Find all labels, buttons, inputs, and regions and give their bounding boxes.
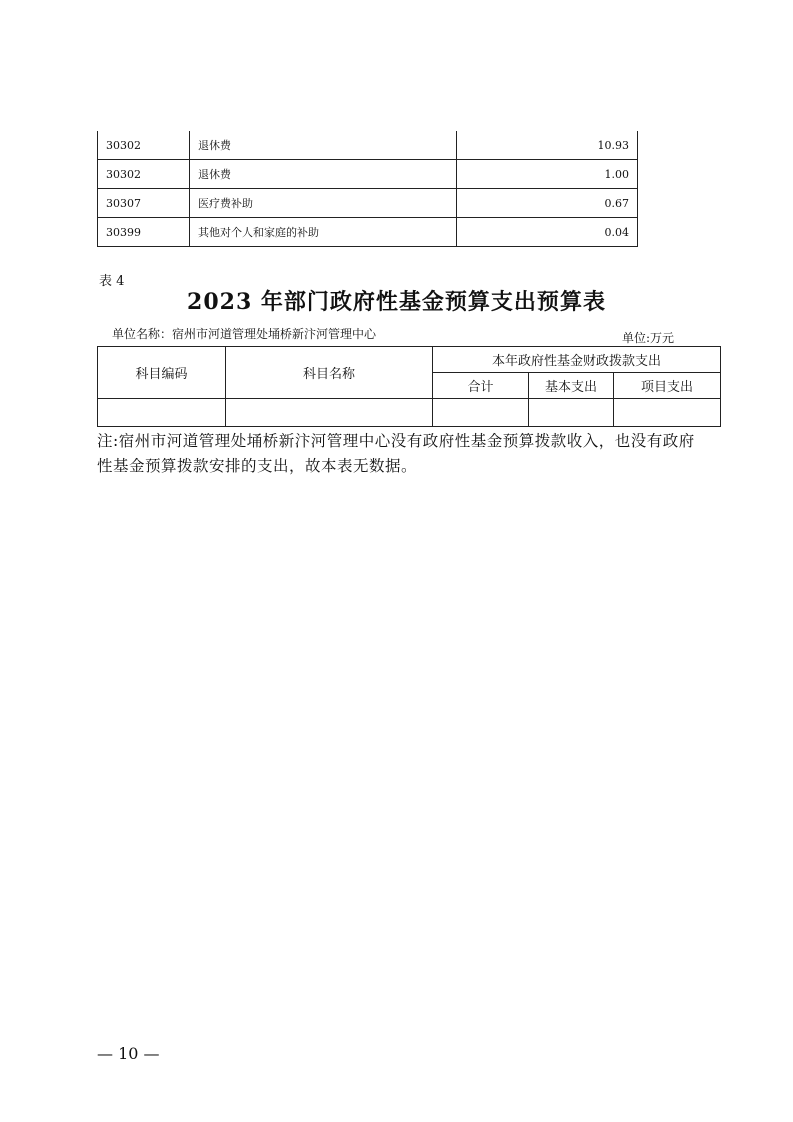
unit-name-label: 单位名称：宿州市河道管理处埇桥新汴河管理中心 xyxy=(112,327,377,341)
table-row xyxy=(98,218,638,247)
subject-name-cell: 退休费 xyxy=(190,160,457,189)
empty-cell xyxy=(529,399,614,427)
table-row xyxy=(98,160,638,189)
empty-cell xyxy=(226,399,433,427)
subject-code-cell: 30399 xyxy=(98,218,190,247)
page-title: 2023 年部门政府性基金预算支出预算表 xyxy=(187,289,606,315)
empty-cell xyxy=(614,399,721,427)
header-project-expenditure: 项目支出 xyxy=(614,373,721,399)
empty-cell xyxy=(98,399,226,427)
header-subject-name: 科目名称 xyxy=(226,347,433,399)
subject-code-cell: 30307 xyxy=(98,189,190,218)
expense-table-body xyxy=(98,131,638,247)
header-fund-expenditure: 本年政府性基金财政拨款支出 xyxy=(433,347,721,373)
currency-unit-label: 单位:万元 xyxy=(622,331,675,345)
subject-code-cell: 30302 xyxy=(98,160,190,189)
government-fund-budget-table xyxy=(97,346,721,427)
table-note: 注:宿州市河道管理处埇桥新汴河管理中心没有政府性基金预算拨款收入，也没有政府性基金预算拨款安排的支出，故本表无数据。 xyxy=(97,432,695,475)
subject-name-cell: 其他对个人和家庭的补助 xyxy=(190,218,457,247)
empty-cell xyxy=(433,399,529,427)
header-subject-code: 科目编码 xyxy=(98,347,226,399)
subject-name-cell: 退休费 xyxy=(190,131,457,160)
subject-code-cell: 30302 xyxy=(98,131,190,160)
amount-cell: 0.04 xyxy=(457,218,638,247)
header-basic-expenditure: 基本支出 xyxy=(529,373,614,399)
table-row xyxy=(98,189,638,218)
table-number: 表 4 xyxy=(99,274,125,289)
subject-name-cell: 医疗费补助 xyxy=(190,189,457,218)
header-total: 合计 xyxy=(433,373,529,399)
empty-data-row xyxy=(98,399,721,427)
expense-continuation-table xyxy=(97,131,638,247)
amount-cell: 10.93 xyxy=(457,131,638,160)
table-row xyxy=(98,131,638,160)
amount-cell: 0.67 xyxy=(457,189,638,218)
amount-cell: 1.00 xyxy=(457,160,638,189)
page-number: — 10 — xyxy=(97,1044,160,1063)
